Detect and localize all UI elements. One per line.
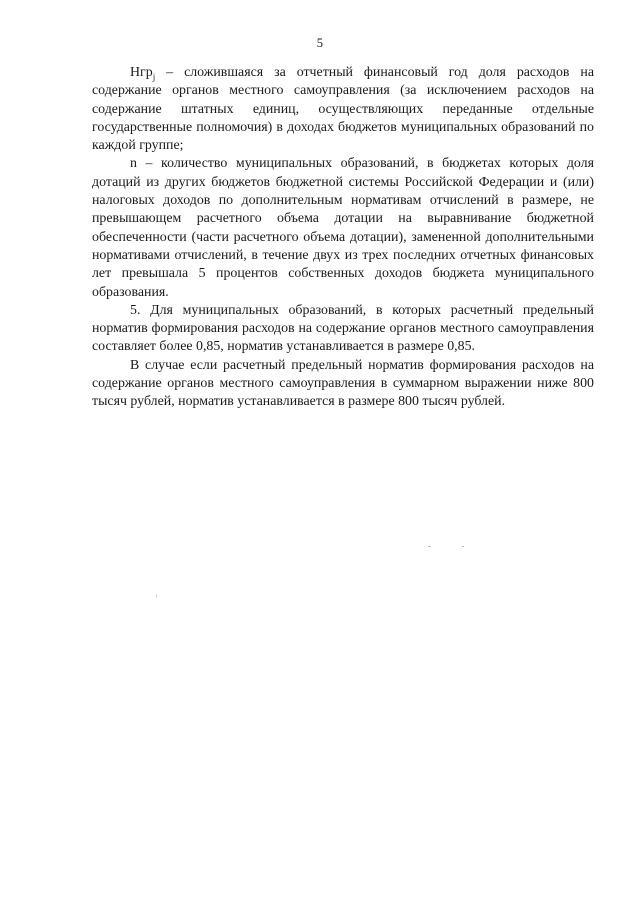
- paragraph-item-5: 5. Для муниципальных образований, в которых расчетный предельный норматив формирования расходов на содержание органов местного самоуправления составляет более 0,85, норматив устанавливается в размере 0,85.: [92, 302, 594, 355]
- document-body: [92, 64, 594, 412]
- variable-ngr-subscript: j: [152, 72, 156, 82]
- paragraph-n-definition: n – количество муниципальных образований, в бюджетах которых доля дотаций из других бюджетов бюджетной системы Российской Федерации и (или) налоговых доходов по дополнительным нормативам отчислений в размере, не превышающем расчетного объема дотации на выравнивание бюджетной обеспеченности (части расчетного объема дотации), замененной дополнительными нормативами отчислений, в течение двух из трех последних отчетных финансовых лет превышала 5 процентов собственных доходов бюджета муниципального образования.: [92, 156, 594, 300]
- scan-artifact: [156, 594, 157, 597]
- paragraph-minimum-norm: В случае если расчетный предельный норматив формирования расходов на содержание органов местного самоуправления в суммарном выражении ниже 800 тысяч рублей, норматив устанавливается в размере 800 тысяч рублей.: [92, 357, 594, 410]
- scan-artifact: [428, 546, 431, 547]
- scan-artifact: [462, 546, 464, 547]
- variable-ngr: Нгр: [130, 65, 153, 80]
- page-number: 5: [316, 36, 324, 50]
- paragraph-ngr-definition: [92, 64, 594, 155]
- paragraph-ngr-text: – сложившаяся за отчетный финансовый год доля расходов на содержание органов местного самоуправления (за исключением расходов на содержание штатных единиц, осуществляющих переданные отдельные государственные полномочия) в доходах бюджетов муниципальных образований по каждой группе;: [92, 65, 594, 154]
